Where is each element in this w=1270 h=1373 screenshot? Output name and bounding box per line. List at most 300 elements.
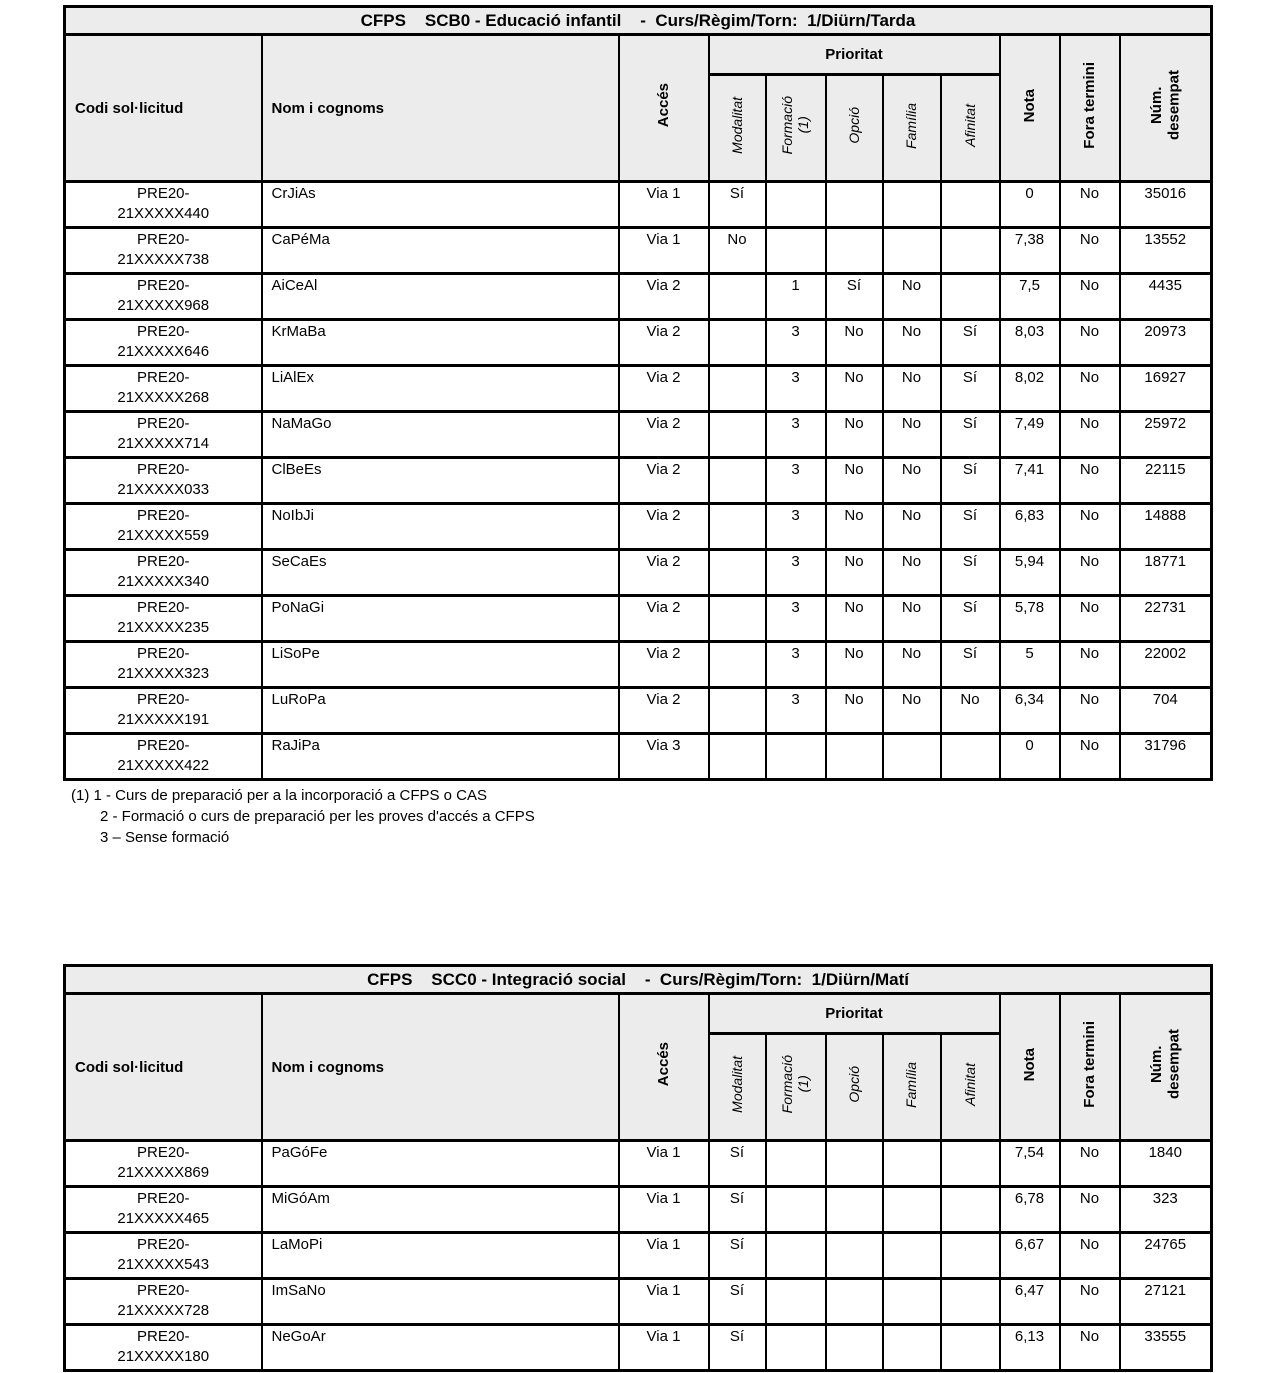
cell-nota: 6,67	[1000, 1233, 1060, 1279]
cell-acces: Via 2	[619, 458, 709, 504]
cell-modalitat: Sí	[709, 1187, 766, 1233]
column-header-nota	[1000, 35, 1060, 182]
footnote-line-3: 3 – Sense formació	[100, 829, 230, 846]
cell-modalitat: Sí	[709, 1325, 766, 1371]
cell-fora-termini: No	[1060, 458, 1120, 504]
code-line: 21XXXXX728	[117, 1302, 210, 1319]
cell-familia: No	[883, 688, 941, 734]
cell-codi-sollicitud	[65, 642, 262, 688]
code-line: PRE20-	[136, 231, 190, 248]
fora-termini-vertical-label: Fora termini	[1080, 62, 1098, 149]
column-group-prioritat: Prioritat	[709, 35, 1000, 75]
cell-num-desempat: 4435	[1120, 274, 1212, 320]
cell-modalitat	[709, 366, 766, 412]
cell-opcio	[826, 1279, 883, 1325]
column-header-nom: Nom i cognoms	[262, 994, 619, 1141]
code-line: 21XXXXX543	[117, 1256, 210, 1273]
footnote-line-2: 2 - Formació o curs de preparació per les proves d'accés a CFPS	[100, 808, 535, 825]
cell-familia: No	[883, 320, 941, 366]
cell-fora-termini: No	[1060, 642, 1120, 688]
cell-codi-sollicitud	[65, 1141, 262, 1187]
cell-num-desempat: 18771	[1120, 550, 1212, 596]
cell-afinitat	[941, 1325, 1000, 1371]
cell-codi-sollicitud	[65, 596, 262, 642]
table-row	[65, 366, 1212, 412]
table-row	[65, 596, 1212, 642]
cell-modalitat	[709, 550, 766, 596]
cell-familia	[883, 1141, 941, 1187]
cell-familia: No	[883, 504, 941, 550]
cell-familia	[883, 182, 941, 228]
cell-acces: Via 1	[619, 228, 709, 274]
cell-fora-termini: No	[1060, 688, 1120, 734]
cell-nota: 5	[1000, 642, 1060, 688]
cell-formacio	[766, 182, 826, 228]
cell-afinitat: Sí	[941, 504, 1000, 550]
cell-nom-i-cognoms: ImSaNo	[262, 1279, 619, 1325]
code-line: 21XXXXX235	[117, 619, 210, 636]
table-row	[65, 412, 1212, 458]
cell-opcio	[826, 1325, 883, 1371]
cell-num-desempat: 35016	[1120, 182, 1212, 228]
cell-nom-i-cognoms: RaJiPa	[262, 734, 619, 780]
table-row	[65, 550, 1212, 596]
table-title-row	[65, 966, 1212, 994]
table-row	[65, 274, 1212, 320]
cell-num-desempat: 14888	[1120, 504, 1212, 550]
cell-formacio	[766, 1325, 826, 1371]
cell-nota: 6,78	[1000, 1187, 1060, 1233]
cell-formacio: 3	[766, 550, 826, 596]
cell-afinitat	[941, 182, 1000, 228]
footnote-line-1: (1) 1 - Curs de preparació per a la incorporació a CFPS o CAS	[71, 787, 488, 804]
cell-familia: No	[883, 412, 941, 458]
cell-afinitat: Sí	[941, 320, 1000, 366]
num-desempat-vertical-label: Núm. desempat	[1148, 70, 1183, 141]
code-line: 21XXXXX191	[117, 711, 210, 728]
code-line: 21XXXXX440	[117, 205, 210, 222]
cell-opcio	[826, 1233, 883, 1279]
cell-familia: No	[883, 550, 941, 596]
cell-nota: 5,94	[1000, 550, 1060, 596]
code-line: PRE20-	[136, 461, 190, 478]
cell-afinitat	[941, 1141, 1000, 1187]
acces-vertical-label: Accés	[654, 1042, 672, 1087]
cell-familia	[883, 1325, 941, 1371]
cell-nota: 7,5	[1000, 274, 1060, 320]
modalitat-vertical-label: Modalitat	[728, 1056, 745, 1113]
code-line: 21XXXXX968	[117, 297, 210, 314]
cell-modalitat: Sí	[709, 1233, 766, 1279]
cell-codi-sollicitud	[65, 274, 262, 320]
cell-opcio: No	[826, 504, 883, 550]
cell-nota: 6,47	[1000, 1279, 1060, 1325]
cell-opcio	[826, 1187, 883, 1233]
cell-nom-i-cognoms: LiSoPe	[262, 642, 619, 688]
cell-nota: 7,38	[1000, 228, 1060, 274]
cell-nota: 8,02	[1000, 366, 1060, 412]
cell-modalitat	[709, 320, 766, 366]
code-line: PRE20-	[136, 507, 190, 524]
cell-opcio: No	[826, 596, 883, 642]
footnote	[71, 785, 1171, 848]
cell-codi-sollicitud	[65, 1233, 262, 1279]
column-header-nom: Nom i cognoms	[262, 35, 619, 182]
formacio-vertical-label: Formació (1)	[779, 96, 812, 155]
column-header-opcio	[826, 1034, 883, 1141]
cell-nom-i-cognoms: LaMoPi	[262, 1233, 619, 1279]
column-header-afinitat	[941, 1034, 1000, 1141]
cell-afinitat	[941, 1279, 1000, 1325]
table-row	[65, 1279, 1212, 1325]
column-group-prioritat: Prioritat	[709, 994, 1000, 1034]
nota-vertical-label: Nota	[1020, 1047, 1038, 1082]
cell-formacio: 1	[766, 274, 826, 320]
cell-codi-sollicitud	[65, 182, 262, 228]
cell-opcio: No	[826, 642, 883, 688]
cell-nota: 6,34	[1000, 688, 1060, 734]
code-line: 21XXXXX340	[117, 573, 210, 590]
cell-acces: Via 2	[619, 550, 709, 596]
column-header-nota	[1000, 994, 1060, 1141]
cell-familia	[883, 1279, 941, 1325]
cell-fora-termini: No	[1060, 1325, 1120, 1371]
cell-fora-termini: No	[1060, 274, 1120, 320]
afinitat-vertical-label: Afinitat	[961, 104, 978, 147]
cell-codi-sollicitud	[65, 504, 262, 550]
column-header-familia	[883, 1034, 941, 1141]
cell-fora-termini: No	[1060, 366, 1120, 412]
cell-nom-i-cognoms: CrJiAs	[262, 182, 619, 228]
cell-familia	[883, 1233, 941, 1279]
column-header-modalitat	[709, 75, 766, 182]
acces-vertical-label: Accés	[654, 83, 672, 128]
cell-opcio	[826, 1141, 883, 1187]
code-line: 21XXXXX180	[117, 1348, 210, 1365]
table-row	[65, 688, 1212, 734]
cell-num-desempat: 20973	[1120, 320, 1212, 366]
cell-formacio	[766, 1187, 826, 1233]
cell-formacio: 3	[766, 642, 826, 688]
cell-acces: Via 1	[619, 1141, 709, 1187]
cell-formacio: 3	[766, 320, 826, 366]
column-header-opcio	[826, 75, 883, 182]
table-body	[65, 182, 1212, 780]
code-line: PRE20-	[136, 1328, 190, 1345]
cell-nom-i-cognoms: MiGóAm	[262, 1187, 619, 1233]
cell-formacio: 3	[766, 596, 826, 642]
cell-modalitat	[709, 458, 766, 504]
familia-vertical-label: Família	[903, 1061, 920, 1108]
cell-nota: 8,03	[1000, 320, 1060, 366]
cell-modalitat: No	[709, 228, 766, 274]
cell-nota: 7,49	[1000, 412, 1060, 458]
table-row	[65, 182, 1212, 228]
cell-opcio: No	[826, 458, 883, 504]
cell-nota: 6,83	[1000, 504, 1060, 550]
admissions-table-educacio-infantil	[63, 5, 1213, 781]
code-line: PRE20-	[136, 415, 190, 432]
cell-fora-termini: No	[1060, 1279, 1120, 1325]
cell-codi-sollicitud	[65, 228, 262, 274]
cell-codi-sollicitud	[65, 412, 262, 458]
cell-modalitat	[709, 642, 766, 688]
cell-modalitat	[709, 504, 766, 550]
cell-familia: No	[883, 274, 941, 320]
cell-modalitat	[709, 412, 766, 458]
cell-opcio: No	[826, 550, 883, 596]
cell-afinitat	[941, 274, 1000, 320]
code-line: PRE20-	[136, 645, 190, 662]
cell-num-desempat: 323	[1120, 1187, 1212, 1233]
cell-num-desempat: 22115	[1120, 458, 1212, 504]
cell-nom-i-cognoms: PoNaGi	[262, 596, 619, 642]
code-line: 21XXXXX646	[117, 343, 210, 360]
cell-nota: 7,54	[1000, 1141, 1060, 1187]
cell-opcio	[826, 182, 883, 228]
table-row	[65, 1325, 1212, 1371]
table-row	[65, 1233, 1212, 1279]
opcio-vertical-label: Opció	[845, 1066, 862, 1103]
cell-afinitat: Sí	[941, 412, 1000, 458]
cell-nom-i-cognoms: PaGóFe	[262, 1141, 619, 1187]
cell-formacio	[766, 734, 826, 780]
cell-nom-i-cognoms: AiCeAl	[262, 274, 619, 320]
cell-afinitat	[941, 228, 1000, 274]
cell-formacio	[766, 1279, 826, 1325]
cell-fora-termini: No	[1060, 504, 1120, 550]
cell-opcio: No	[826, 688, 883, 734]
cell-nom-i-cognoms: NoIbJi	[262, 504, 619, 550]
cell-familia	[883, 734, 941, 780]
column-header-familia	[883, 75, 941, 182]
column-header-num-desempat	[1120, 994, 1212, 1141]
code-line: PRE20-	[136, 599, 190, 616]
cell-familia: No	[883, 458, 941, 504]
cell-num-desempat: 13552	[1120, 228, 1212, 274]
cell-opcio: Sí	[826, 274, 883, 320]
header-row-top	[65, 994, 1212, 1034]
cell-num-desempat: 24765	[1120, 1233, 1212, 1279]
code-line: PRE20-	[136, 1190, 190, 1207]
code-line: 21XXXXX323	[117, 665, 210, 682]
cell-afinitat: Sí	[941, 366, 1000, 412]
code-line: PRE20-	[136, 553, 190, 570]
cell-nom-i-cognoms: NeGoAr	[262, 1325, 619, 1371]
admissions-table-integracio-social	[63, 964, 1213, 1372]
column-header-acces	[619, 35, 709, 182]
cell-familia: No	[883, 596, 941, 642]
cell-nom-i-cognoms: ClBeEs	[262, 458, 619, 504]
code-line: 21XXXXX869	[117, 1164, 210, 1181]
table-row	[65, 228, 1212, 274]
modalitat-vertical-label: Modalitat	[728, 97, 745, 154]
nota-vertical-label: Nota	[1020, 88, 1038, 123]
cell-nom-i-cognoms: SeCaEs	[262, 550, 619, 596]
cell-nota: 7,41	[1000, 458, 1060, 504]
section-spacer	[63, 848, 1270, 964]
code-line: PRE20-	[136, 737, 190, 754]
num-desempat-vertical-label: Núm. desempat	[1148, 1029, 1183, 1100]
table-row	[65, 642, 1212, 688]
code-line: PRE20-	[136, 323, 190, 340]
table-body	[65, 1141, 1212, 1371]
afinitat-vertical-label: Afinitat	[961, 1063, 978, 1106]
code-line: 21XXXXX714	[117, 435, 210, 452]
cell-afinitat: Sí	[941, 458, 1000, 504]
table-title: CFPS SCB0 - Educació infantil - Curs/Règim/Torn: 1/Diürn/Tarda	[65, 7, 1212, 35]
familia-vertical-label: Família	[903, 102, 920, 149]
table-section-integracio-social	[63, 964, 1270, 1372]
cell-acces: Via 2	[619, 412, 709, 458]
cell-acces: Via 2	[619, 642, 709, 688]
code-line: PRE20-	[136, 277, 190, 294]
cell-afinitat: Sí	[941, 550, 1000, 596]
cell-modalitat	[709, 734, 766, 780]
code-line: PRE20-	[136, 1144, 190, 1161]
cell-nom-i-cognoms: KrMaBa	[262, 320, 619, 366]
table-row	[65, 734, 1212, 780]
cell-nota: 6,13	[1000, 1325, 1060, 1371]
cell-nom-i-cognoms: NaMaGo	[262, 412, 619, 458]
cell-fora-termini: No	[1060, 734, 1120, 780]
cell-formacio: 3	[766, 688, 826, 734]
cell-afinitat	[941, 1233, 1000, 1279]
code-line: 21XXXXX465	[117, 1210, 210, 1227]
cell-formacio: 3	[766, 458, 826, 504]
code-line: PRE20-	[136, 1282, 190, 1299]
cell-fora-termini: No	[1060, 1233, 1120, 1279]
code-line: 21XXXXX033	[117, 481, 210, 498]
column-header-fora-termini	[1060, 35, 1120, 182]
cell-codi-sollicitud	[65, 320, 262, 366]
cell-familia	[883, 1187, 941, 1233]
cell-nota: 0	[1000, 182, 1060, 228]
table-row	[65, 1141, 1212, 1187]
code-line: PRE20-	[136, 691, 190, 708]
code-line: 21XXXXX422	[117, 757, 210, 774]
cell-formacio	[766, 1141, 826, 1187]
table-row	[65, 504, 1212, 550]
cell-afinitat	[941, 1187, 1000, 1233]
cell-num-desempat: 33555	[1120, 1325, 1212, 1371]
cell-nom-i-cognoms: LuRoPa	[262, 688, 619, 734]
cell-num-desempat: 22002	[1120, 642, 1212, 688]
code-line: 21XXXXX738	[117, 251, 210, 268]
cell-num-desempat: 25972	[1120, 412, 1212, 458]
cell-fora-termini: No	[1060, 182, 1120, 228]
cell-fora-termini: No	[1060, 550, 1120, 596]
cell-afinitat: Sí	[941, 642, 1000, 688]
cell-num-desempat: 1840	[1120, 1141, 1212, 1187]
column-header-formacio	[766, 1034, 826, 1141]
cell-acces: Via 3	[619, 734, 709, 780]
column-header-formacio	[766, 75, 826, 182]
cell-modalitat: Sí	[709, 1141, 766, 1187]
cell-num-desempat: 704	[1120, 688, 1212, 734]
cell-familia	[883, 228, 941, 274]
cell-acces: Via 1	[619, 1187, 709, 1233]
fora-termini-vertical-label: Fora termini	[1080, 1021, 1098, 1108]
cell-acces: Via 1	[619, 182, 709, 228]
column-header-fora-termini	[1060, 994, 1120, 1141]
cell-acces: Via 1	[619, 1233, 709, 1279]
cell-afinitat: Sí	[941, 596, 1000, 642]
cell-opcio: No	[826, 366, 883, 412]
table-row	[65, 1187, 1212, 1233]
cell-codi-sollicitud	[65, 688, 262, 734]
cell-nota: 0	[1000, 734, 1060, 780]
code-line: PRE20-	[136, 369, 190, 386]
column-header-codi: Codi sol·licitud	[65, 994, 262, 1141]
cell-acces: Via 1	[619, 1279, 709, 1325]
cell-modalitat	[709, 596, 766, 642]
cell-opcio	[826, 734, 883, 780]
formacio-vertical-label: Formació (1)	[779, 1055, 812, 1114]
cell-acces: Via 2	[619, 320, 709, 366]
opcio-vertical-label: Opció	[845, 107, 862, 144]
cell-formacio: 3	[766, 366, 826, 412]
column-header-modalitat	[709, 1034, 766, 1141]
cell-modalitat	[709, 274, 766, 320]
cell-opcio: No	[826, 412, 883, 458]
code-line: PRE20-	[136, 1236, 190, 1253]
table-row	[65, 320, 1212, 366]
cell-modalitat: Sí	[709, 1279, 766, 1325]
cell-codi-sollicitud	[65, 1187, 262, 1233]
cell-nom-i-cognoms: LiAlEx	[262, 366, 619, 412]
cell-familia: No	[883, 642, 941, 688]
column-header-codi: Codi sol·licitud	[65, 35, 262, 182]
code-line: 21XXXXX559	[117, 527, 210, 544]
cell-fora-termini: No	[1060, 412, 1120, 458]
cell-fora-termini: No	[1060, 228, 1120, 274]
cell-nota: 5,78	[1000, 596, 1060, 642]
cell-fora-termini: No	[1060, 1187, 1120, 1233]
cell-codi-sollicitud	[65, 458, 262, 504]
cell-acces: Via 2	[619, 366, 709, 412]
cell-formacio: 3	[766, 412, 826, 458]
column-header-num-desempat	[1120, 35, 1212, 182]
cell-codi-sollicitud	[65, 550, 262, 596]
cell-formacio	[766, 1233, 826, 1279]
cell-num-desempat: 22731	[1120, 596, 1212, 642]
code-line: PRE20-	[136, 185, 190, 202]
cell-codi-sollicitud	[65, 1325, 262, 1371]
table-section-educacio-infantil	[63, 5, 1270, 848]
cell-modalitat	[709, 688, 766, 734]
cell-acces: Via 2	[619, 504, 709, 550]
header-row-top	[65, 35, 1212, 75]
table-row	[65, 458, 1212, 504]
cell-formacio	[766, 228, 826, 274]
cell-num-desempat: 31796	[1120, 734, 1212, 780]
cell-nom-i-cognoms: CaPéMa	[262, 228, 619, 274]
cell-codi-sollicitud	[65, 366, 262, 412]
cell-opcio	[826, 228, 883, 274]
cell-afinitat: No	[941, 688, 1000, 734]
cell-formacio: 3	[766, 504, 826, 550]
table-title: CFPS SCC0 - Integració social - Curs/Règim/Torn: 1/Diürn/Matí	[65, 966, 1212, 994]
table-title-row	[65, 7, 1212, 35]
cell-acces: Via 1	[619, 1325, 709, 1371]
cell-acces: Via 2	[619, 688, 709, 734]
cell-num-desempat: 16927	[1120, 366, 1212, 412]
column-header-afinitat	[941, 75, 1000, 182]
cell-fora-termini: No	[1060, 596, 1120, 642]
cell-num-desempat: 27121	[1120, 1279, 1212, 1325]
cell-fora-termini: No	[1060, 320, 1120, 366]
